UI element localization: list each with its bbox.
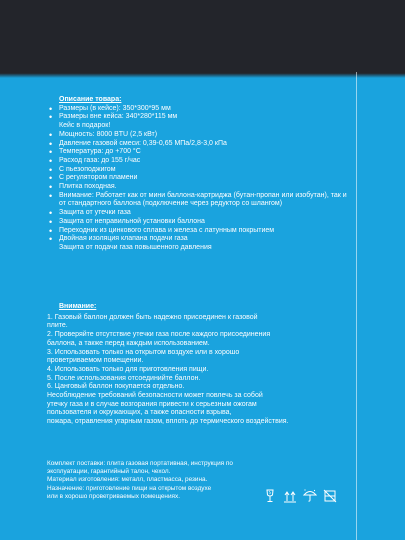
warnings-heading: Внимание:	[59, 303, 97, 310]
warning-line: 6. Цанговый баллон покупается отдельно.	[47, 383, 185, 391]
description-item: • Внимание: Работает как от мини баллона-картриджа (бутан-пропан или изобутан), так и от стандартного баллона (подключение через редуктор со шлангом)	[47, 192, 352, 209]
fold-line	[356, 72, 357, 540]
top-dark-band	[0, 0, 405, 72]
description-item: Кейс в подарок!	[59, 122, 111, 130]
description-item: • Защита от утечки газа	[47, 209, 352, 218]
product-description	[47, 96, 352, 253]
warning-line: пользователя и окружающих, а также опасности взрыва,	[47, 409, 232, 417]
description-item: Защита от подачи газа повышенного давления	[59, 243, 212, 251]
description-item: • Плитка походная.	[47, 183, 352, 192]
description-item: • Давление газовой смеси: 0,39-0,65 МПа/2,8-3,0 кПа	[47, 140, 352, 149]
description-item: • Температура: до +700 °С	[47, 148, 352, 157]
warning-line: проветриваемом помещении.	[47, 357, 144, 365]
fragile-glass-icon	[262, 488, 278, 504]
warning-line: 3. Использовать только на открытом воздухе или в хорошо	[47, 348, 240, 356]
do-not-stack-icon	[322, 488, 338, 504]
package-info-line: или в хорошо проветриваемых помещениях.	[47, 492, 180, 500]
description-item: • Защита от неправильной установки баллона	[47, 218, 352, 227]
package-info-text	[47, 460, 257, 501]
description-item: • Переходник из цинкового сплава и железа с латунным покрытием	[47, 227, 352, 236]
description-item: • Двойная изоляция клапана подачи газа	[47, 235, 352, 244]
warning-line: баллона, а также перед каждым использованием.	[47, 339, 210, 347]
package-info-line: эксплуатации, гарантийный талон, чехол.	[47, 468, 171, 476]
warning-line: пожара, отравления угарным газом, вплоть до термического воздействия.	[47, 418, 289, 426]
warning-line: Несоблюдение требований безопасности может повлечь за собой	[47, 392, 263, 400]
this-way-up-icon	[282, 488, 298, 504]
description-item: • Размеры (в кейсе): 350*300*95 мм	[47, 105, 352, 114]
description-heading: Описание товара:	[59, 96, 122, 103]
warning-line: 5. После использования отсоединийте баллон.	[47, 374, 201, 382]
package-info-line: Назначение: приготовление пищи на открытом воздухе	[47, 484, 212, 492]
description-list	[47, 105, 352, 253]
description-item: • Расход газа: до 155 г/час	[47, 157, 352, 166]
description-item: • С регулятором пламени	[47, 174, 352, 183]
warnings-section	[47, 303, 355, 427]
packaging-symbols	[262, 485, 342, 507]
description-item: • Мощность: 8000 BTU (2,5 кВт)	[47, 131, 352, 140]
warning-line: плите.	[47, 322, 68, 330]
warning-line: 1. Газовый баллон должен быть надежно присоединен к газовой	[47, 313, 258, 321]
package-info-line: Комплект поставки: плита газовая портативная, инструкция по	[47, 460, 233, 467]
warning-line: 2. Проверяйте отсутствие утечки газа после каждого присоединения	[47, 331, 271, 339]
package-info	[47, 460, 257, 501]
description-item: • С пьезоподжигом	[47, 166, 352, 175]
package-info-line: Материал изготовления: металл, пластмасса, резина.	[47, 476, 208, 484]
warning-line: утечку газа и в случае возгорания привести к серьезным ожогам	[47, 400, 257, 408]
warning-line: 4. Использовать только для приготовления пищи.	[47, 365, 209, 373]
description-item: • Размеры вне кейса: 340*280*115 мм	[47, 113, 352, 122]
keep-dry-umbrella-icon	[302, 488, 318, 504]
warnings-text	[47, 314, 355, 427]
